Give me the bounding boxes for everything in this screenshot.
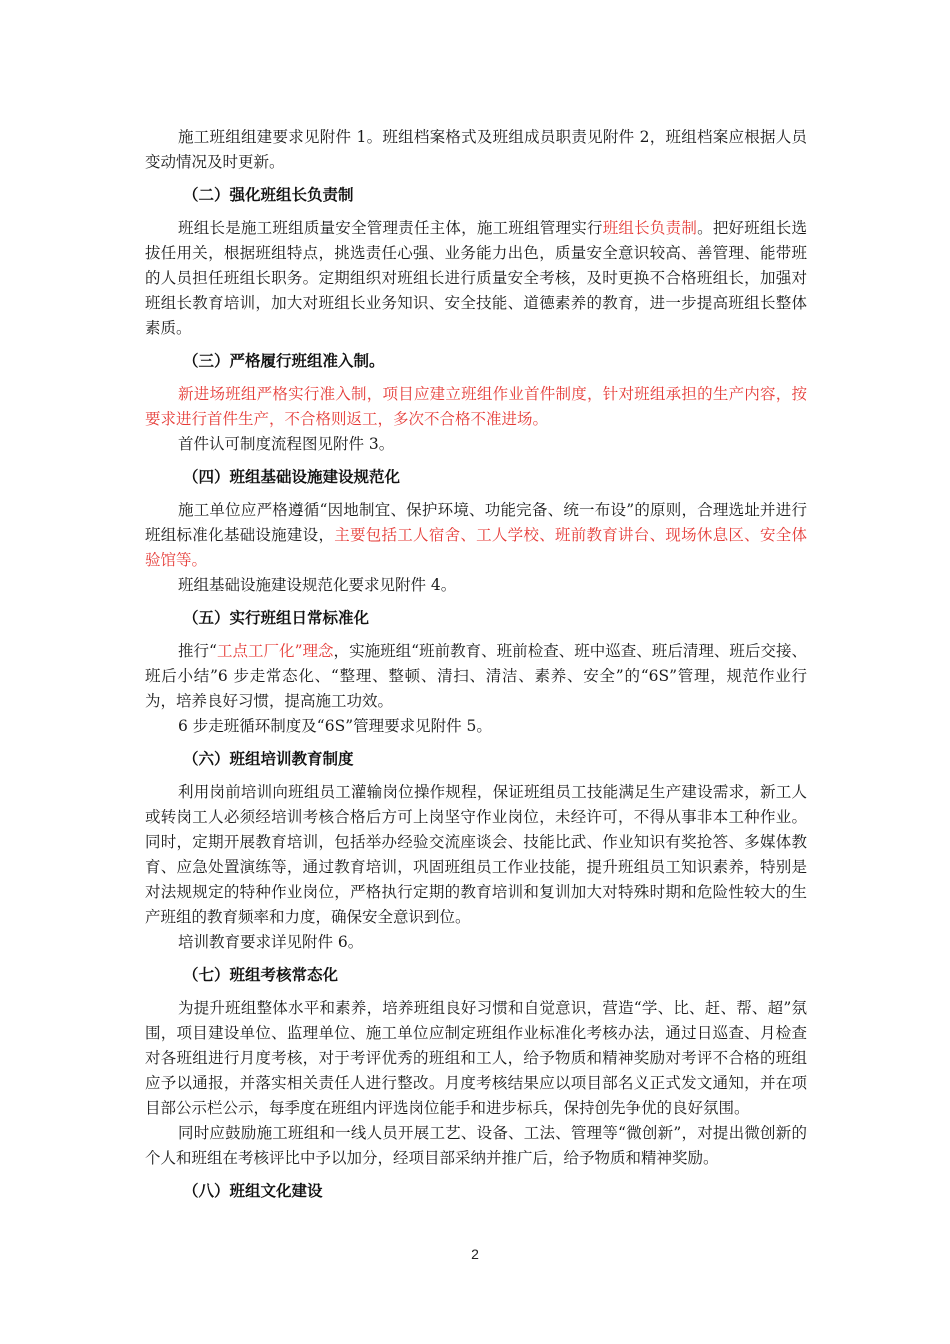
paragraph-team-leader [145,216,807,341]
heading-section-5: （五）实行班组日常标准化 [183,609,370,627]
heading-section-2: （二）强化班组长负责制 [183,186,354,204]
text-segment: ，实施班组“班前教育、班前检查、班中巡查、班后清理、班后交接、班后小结”6 步走常态化、“整理、整顿、清扫、清洁、素养、安全”的“6S”管理，规范作业行为，培养良好习惯，提高施工功效。 [145,642,807,710]
paragraph-attachment-3: 首件认可制度流程图见附件 3。 [178,435,395,453]
page-number: 2 [471,1246,479,1262]
heading-section-6: （六）班组培训教育制度 [183,750,354,768]
paragraph-attachment-1: 施工班组组建要求见附件 1。班组档案格式及班组成员职责见附件 2，班组档案应根据人员变动情况及时更新。 [145,128,807,171]
document-body [145,125,807,1212]
paragraph-infrastructure [145,498,807,573]
heading-section-3: （三）严格履行班组准入制。 [183,352,385,370]
paragraph-attachment-5: 6 步走班循环制度及“6S”管理要求见附件 5。 [178,717,492,735]
heading-section-7: （七）班组考核常态化 [183,966,339,984]
paragraph-attachment-6: 培训教育要求详见附件 6。 [178,933,364,951]
heading-section-4: （四）班组基础设施建设规范化 [183,468,401,486]
text-segment: 推行“ [178,642,217,660]
paragraph-assessment: 为提升班组整体水平和素养，培养班组良好习惯和自觉意识，营造“学、比、赶、帮、超”氛围，项目建设单位、监理单位、施工单位应制定班组作业标准化考核办法，通过日巡查、月检查对各班组进行月度考核，对于考评优秀的班组和工人，给予物质和精神奖励对考评不合格的班组应予以通报，并落实相关责任人进行整改。月度考核结果应以项目部名义正式发文通知，并在项目部公示栏公示，每季度在班组内评选岗位能手和进步标兵，保持创先争优的良好氛围。 [145,999,807,1117]
paragraph-micro-innovation: 同时应鼓励施工班组和一线人员开展工艺、设备、工法、管理等“微创新”，对提出微创新的个人和班组在考核评比中予以加分，经项目部采纳并推广后，给予物质和精神奖励。 [145,1124,807,1167]
paragraph-daily-standard [145,639,807,714]
text-segment: 施工单位应严格遵循“因地制宜、保护环境、功能完备、统一布设”的原则，合理选址并进行班组标准化基础设施建设， [145,501,807,544]
paragraph-training: 利用岗前培训向班组员工灌输岗位操作规程，保证班组员工技能满足生产建设需求，新工人或转岗工人必须经培训考核合格后方可上岗坚守作业岗位，未经许可，不得从事非本工种作业。同时，定期开展教育培训，包括举办经验交流座谈会、技能比武、作业知识有奖抢答、多媒体教育、应急处置演练等，通过教育培训，巩固班组员工作业技能，提升班组员工知识素养，特别是对法规规定的特种作业岗位，严格执行定期的教育培训和复训加大对特殊时期和危险性较大的生产班组的教育频率和力度，确保安全意识到位。 [145,783,807,926]
paragraph-attachment-4: 班组基础设施建设规范化要求见附件 4。 [178,576,457,594]
highlighted-text: 班组长负责制 [602,219,698,237]
heading-section-8: （八）班组文化建设 [183,1182,323,1200]
text-segment: 班组长是施工班组质量安全管理责任主体，施工班组管理实行 [178,219,603,237]
text-segment: 。把好班组长选拔任用关，根据班组特点，挑选责任心强、业务能力出色，质量安全意识较高、善管理、能带班的人员担任班组长职务。定期组织对班组长进行质量安全考核，及时更换不合格班组长，加强对班组长教育培训，加大对班组长业务知识、安全技能、道德素养的教育，进一步提高班组长整体素质。 [145,219,807,337]
highlighted-text: 工点工厂化”理念 [216,642,334,660]
highlighted-text: 主要包括工人宿舍、工人学校、班前教育讲台、现场休息区、安全体验馆等。 [145,526,807,569]
paragraph-access-system: 新进场班组严格实行准入制，项目应建立班组作业首件制度，针对班组承担的生产内容，按要求进行首件生产，不合格则返工，多次不合格不准进场。 [145,385,807,428]
